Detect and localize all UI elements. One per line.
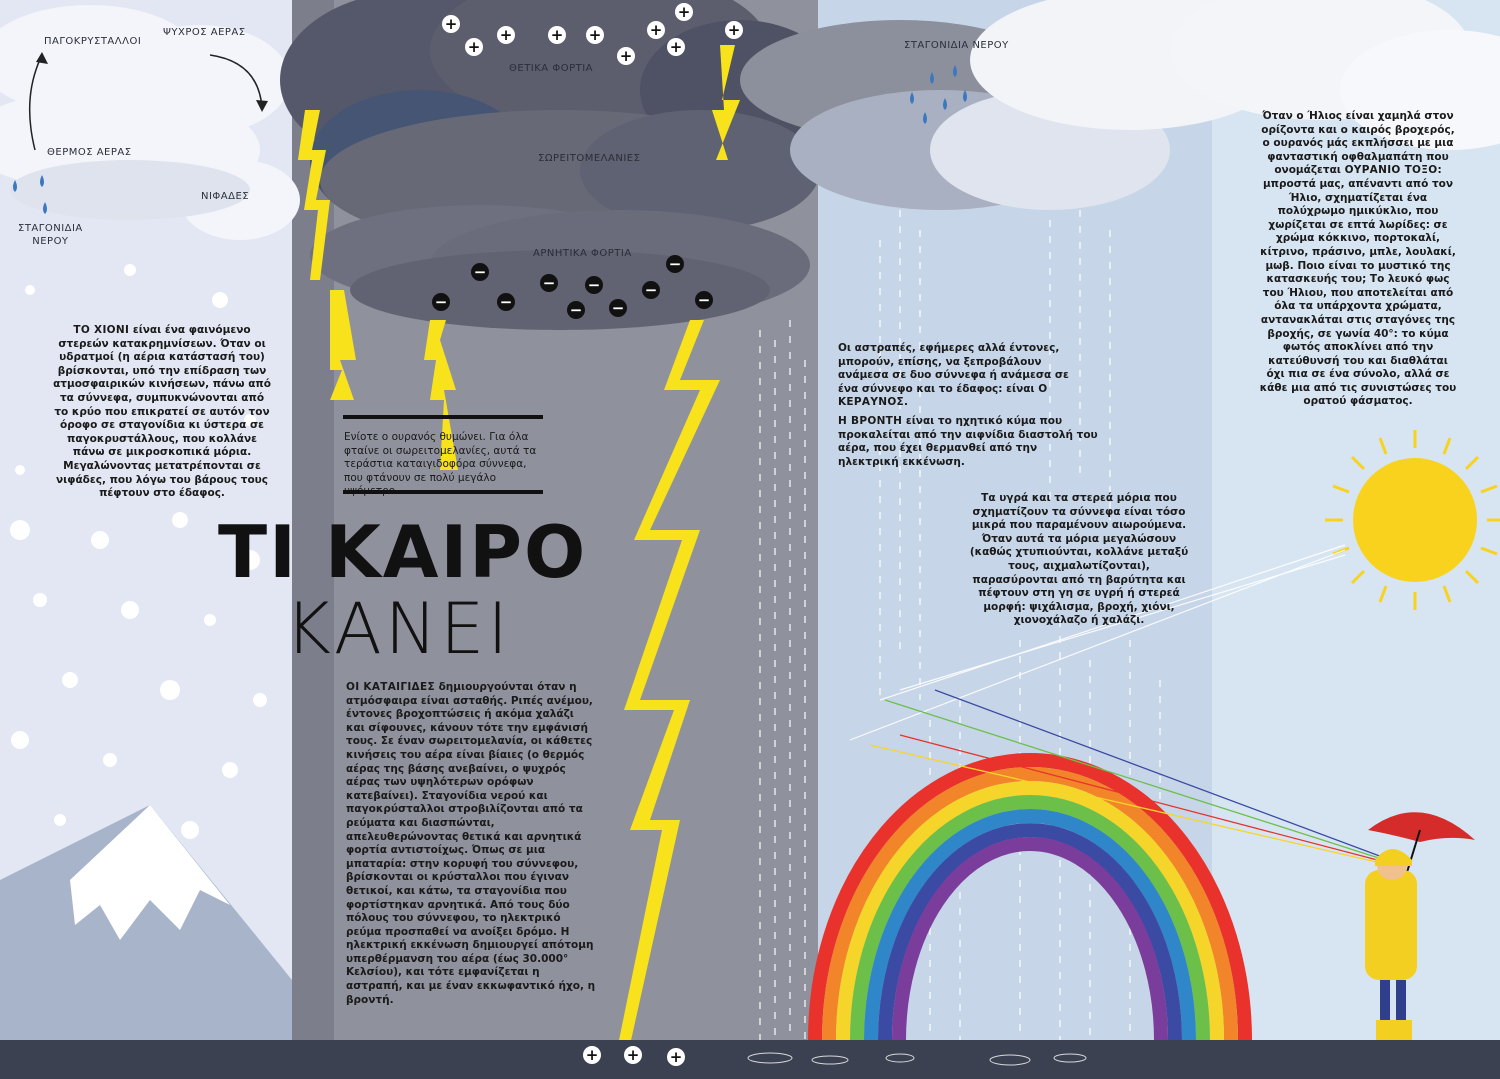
lightning-end: . [904, 396, 909, 409]
label-warm-air: ΘΕΡΜΟΣ ΑΕΡΑΣ [47, 147, 132, 158]
minus-charge-icon: − [609, 299, 627, 317]
rainbow-post: : μπροστά μας, απέναντι από τον Ήλιο, σχηματίζεται ένα πολύχρωμο ημικύκλιο, που χωρίζεται σε επτά λωρίδες: σε χρώμα κόκκινο, πορτοκαλί, κίτρινο, πράσινο, μπλε, λουλακί, μωβ. Ποιο είναι το μυστικό της κατασκευής του; Το λευκό φως του Ήλιου, που αποτελείται από όλα τα υπάρχοντα χρώματα, αντανακλάται στις σταγόνες της βροχής, σε γωνία 40°: το κύμα φωτός αποκλίνει από την κατεύθυνσή του και διαθλάται όχι πια σε ένα σύνολο, αλλά σε κάθε μια από τις συνιστώσες του ορατού φάσματος. [1259, 164, 1457, 408]
label-negative-charges: ΑΡΝΗΤΙΚΑ ΦΟΡΤΙΑ [533, 248, 632, 259]
plus-charge-icon: + [667, 1048, 685, 1066]
plus-charge-icon: + [548, 26, 566, 44]
minus-charge-icon: − [695, 291, 713, 309]
storms-lead: ΟΙ ΚΑΤΑΙΓΙΔΕΣ [346, 681, 435, 693]
plus-charge-icon: + [583, 1046, 601, 1064]
rainbow-paragraph [1258, 110, 1458, 409]
lightning-paragraph [838, 342, 1088, 410]
label-snowflakes: ΝΙΦΑΔΕΣ [201, 191, 250, 202]
intro-rule-top [343, 415, 543, 419]
storm-cloud [280, 0, 840, 330]
minus-charge-icon: − [666, 255, 684, 273]
rainbow-pre: Όταν ο Ήλιος είναι χαμηλά στον ορίζοντα και ο καιρός βροχερός, ο ουρανός μάς εκπλήσσει με μια φανταστική οφθαλμαπάτη που ονομάζεται [1261, 110, 1455, 177]
minus-charge-icon: − [585, 276, 603, 294]
plus-charge-icon: + [725, 21, 743, 39]
rainbow-lead: ΟΥΡΑΝΙΟ ΤΟΞΟ [1344, 164, 1438, 177]
minus-charge-icon: − [497, 293, 515, 311]
thunder-lead: Η ΒΡΟΝΤΗ [838, 415, 903, 427]
storms-paragraph [346, 681, 596, 1007]
page-title-line2: ΚΑΝΕΙ [285, 588, 512, 670]
label-cold-air: ΨΥΧΡΟΣ ΑΕΡΑΣ [163, 27, 246, 38]
thunder-text: είναι το ηχητικό κύμα που προκαλείται από την αιφνίδια διαστολή του αέρα, που έχει θερμανθεί από την ηλεκτρική εκκένωση. [838, 415, 1098, 468]
intro-rule-bottom [343, 490, 543, 494]
minus-charge-icon: − [471, 263, 489, 281]
intro-paragraph: Ενίοτε ο ουρανός θυμώνει. Για όλα φταίνε οι σωρειτομελανίες, αυτά τα τεράστια καταιγιδοφόρα σύννεφα, που φτάνουν σε πολύ μεγάλο [344, 431, 537, 484]
plus-charge-icon: + [647, 21, 665, 39]
precipitation-paragraph: Τα υγρά και τα στερεά μόρια που σχηματίζουν τα σύννεφα είναι τόσο μικρά που παραμένουν αιωρούμενα. Όταν αυτά τα μόρια μεγαλώσουν (καθώς χτυπιούνται, κολλάνε μεταξύ τους, αιχμαλωτίζονται), παρασύρονται από τη βαρύτητα και πέφτουν στη γη σε υγρή ή στερεά μορφή: ψιχάλισμα, βροχή, χιόνι, χιονοχάλαζο ή χαλάζι. [969, 492, 1189, 627]
thunder-paragraph [838, 415, 1098, 469]
plus-charge-icon: + [667, 38, 685, 56]
minus-charge-icon: − [540, 274, 558, 292]
storms-text: δημιουργούνται όταν η ατμόσφαιρα είναι ασταθής. Ριπές ανέμου, έντονες βροχοπτώσεις ή ακόμα χαλάζι και σίφουνες, κάνουν τότε την εμφάνισή τους. Σε έναν σωρειτομελανία, οι κάθετες κινήσεις του αέρα είναι βίαιες (ο θερμός αέρας της βάσης ανεβαίνει, ο ψυχρός αέρας των υψηλότερων ορόφων κατεβαίνει). Σταγονίδια νερού και παγοκρύσταλλοι στροβιλίζονται από τα ρεύματα και διασπώνται, απελευθερώνοντας θετικά και αρνητικά φορτία αντιστοίχως. Όπως σε μια μπαταρία: στην κορυφή του σύννεφου, βρίσκονται οι κρύσταλλοι που έγιναν θετικοί, και κάτω, τα σταγονίδια που φορτίστηκαν αρνητικά. Από τους δύο πόλους του σύννεφου, το ηλεκτρικό ρεύμα προσπαθεί να ανοίξει δρόμο. Η ηλεκτρική εκκένωση δημιουργεί απότομη υπερθέρμανση του αέρα (έως 30.000° Κελσίου), και τότε εμφανίζεται η αστραπή, και με έναν εκκωφαντικό ήχο, η βροντή. [346, 681, 596, 1006]
label-cumulonimbus: ΣΩΡΕΙΤΟΜΕΛΑΝΙΕΣ [538, 153, 641, 164]
plus-charge-icon: + [624, 1046, 642, 1064]
ground [0, 1040, 1500, 1079]
plus-charge-icon: + [586, 26, 604, 44]
plus-charge-icon: + [675, 3, 693, 21]
minus-charge-icon: − [642, 281, 660, 299]
label-water-droplets-right: ΣΤΑΓΟΝΙΔΙΑ ΝΕΡΟΥ [904, 40, 1009, 51]
plus-charge-icon: + [617, 47, 635, 65]
plus-charge-icon: + [465, 38, 483, 56]
page-title-line1: ΤΙ ΚΑΙΡΟ [218, 510, 588, 594]
plus-charge-icon: + [442, 15, 460, 33]
label-water-droplets-left: ΣΤΑΓΟΝΙΔΙΑ ΝΕΡΟΥ [18, 223, 83, 247]
lightning-lead: Ο ΚΕΡΑΥΝΟΣ [838, 382, 1048, 409]
minus-charge-icon: − [567, 301, 585, 319]
snow-lead: ΤΟ ΧΙΟΝΙ [73, 324, 130, 336]
plus-charge-icon: + [497, 26, 515, 44]
minus-charge-icon: − [432, 293, 450, 311]
snow-paragraph [52, 324, 272, 501]
label-ice-crystals: ΠΑΓΟΚΡΥΣΤΑΛΛΟΙ [44, 36, 142, 47]
snow-text: είναι ένα φαινόμενο στερεών κατακρημνίσεων. Όταν οι υδρατμοί (η αέρια κατάστασή του) βρίσκονται, υπό την επίδραση των ατμοσφαιρικών κινήσεων, πάνω από τα σύννεφα, συμπυκνώνονται από το κρύο που επικρατεί σε αυτόν τον όροφο σε σταγονίδια κι ύστερα σε παγοκρυστάλλους, που κολλάνε πάνω σε μικροσκοπικά μόρια. Μεγαλώνοντας μετατρέπονται σε νιφάδες, που λόγω του βάρους τους πέφτουν στο έδαφος. [53, 324, 271, 500]
lightning-text: Οι αστραπές, εφήμερες αλλά έντονες, μπορούν, επίσης, να ξεπροβάλουν ανάμεσα σε δυο σύννεφα ή ανάμεσα σε ένα σύννεφο και το έδαφος: είναι [838, 342, 1069, 395]
label-positive-charges: ΘΕΤΙΚΑ ΦΟΡΤΙΑ [509, 63, 593, 74]
